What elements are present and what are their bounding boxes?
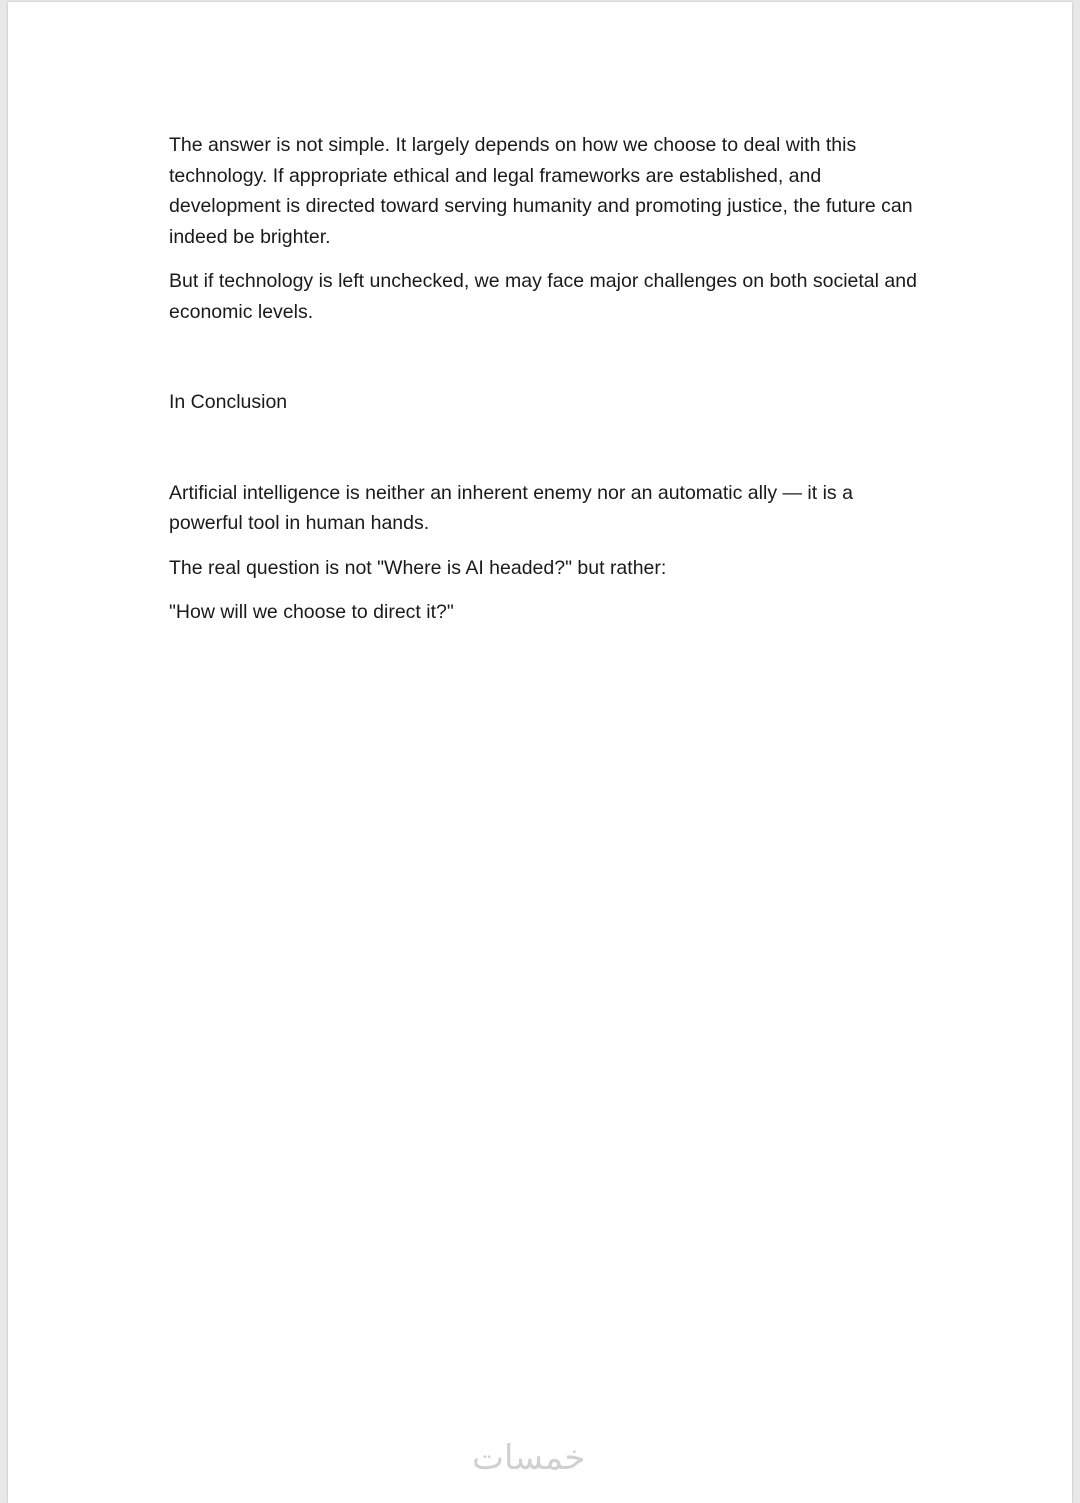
watermark-logo: خمسات	[472, 1438, 586, 1478]
document-page	[8, 2, 1072, 1503]
body-paragraph-3: Artificial intelligence is neither an inherent enemy nor an automatic ally — it is a powerful tool in human hands.	[169, 481, 853, 534]
section-heading: In Conclusion	[169, 391, 288, 413]
page-content	[169, 130, 929, 628]
body-paragraph-1: The answer is not simple. It largely depends on how we choose to deal with this technology. If appropriate ethical and legal frameworks are established, and development is directed toward serving humanity and promoting justice, the future can indeed be brighter.	[169, 134, 913, 248]
body-paragraph-2: But if technology is left unchecked, we may face major challenges on both societal and economic levels.	[169, 270, 917, 323]
body-paragraph-5: "How will we choose to direct it?"	[169, 601, 454, 623]
body-paragraph-4: The real question is not "Where is AI headed?" but rather:	[169, 556, 667, 579]
